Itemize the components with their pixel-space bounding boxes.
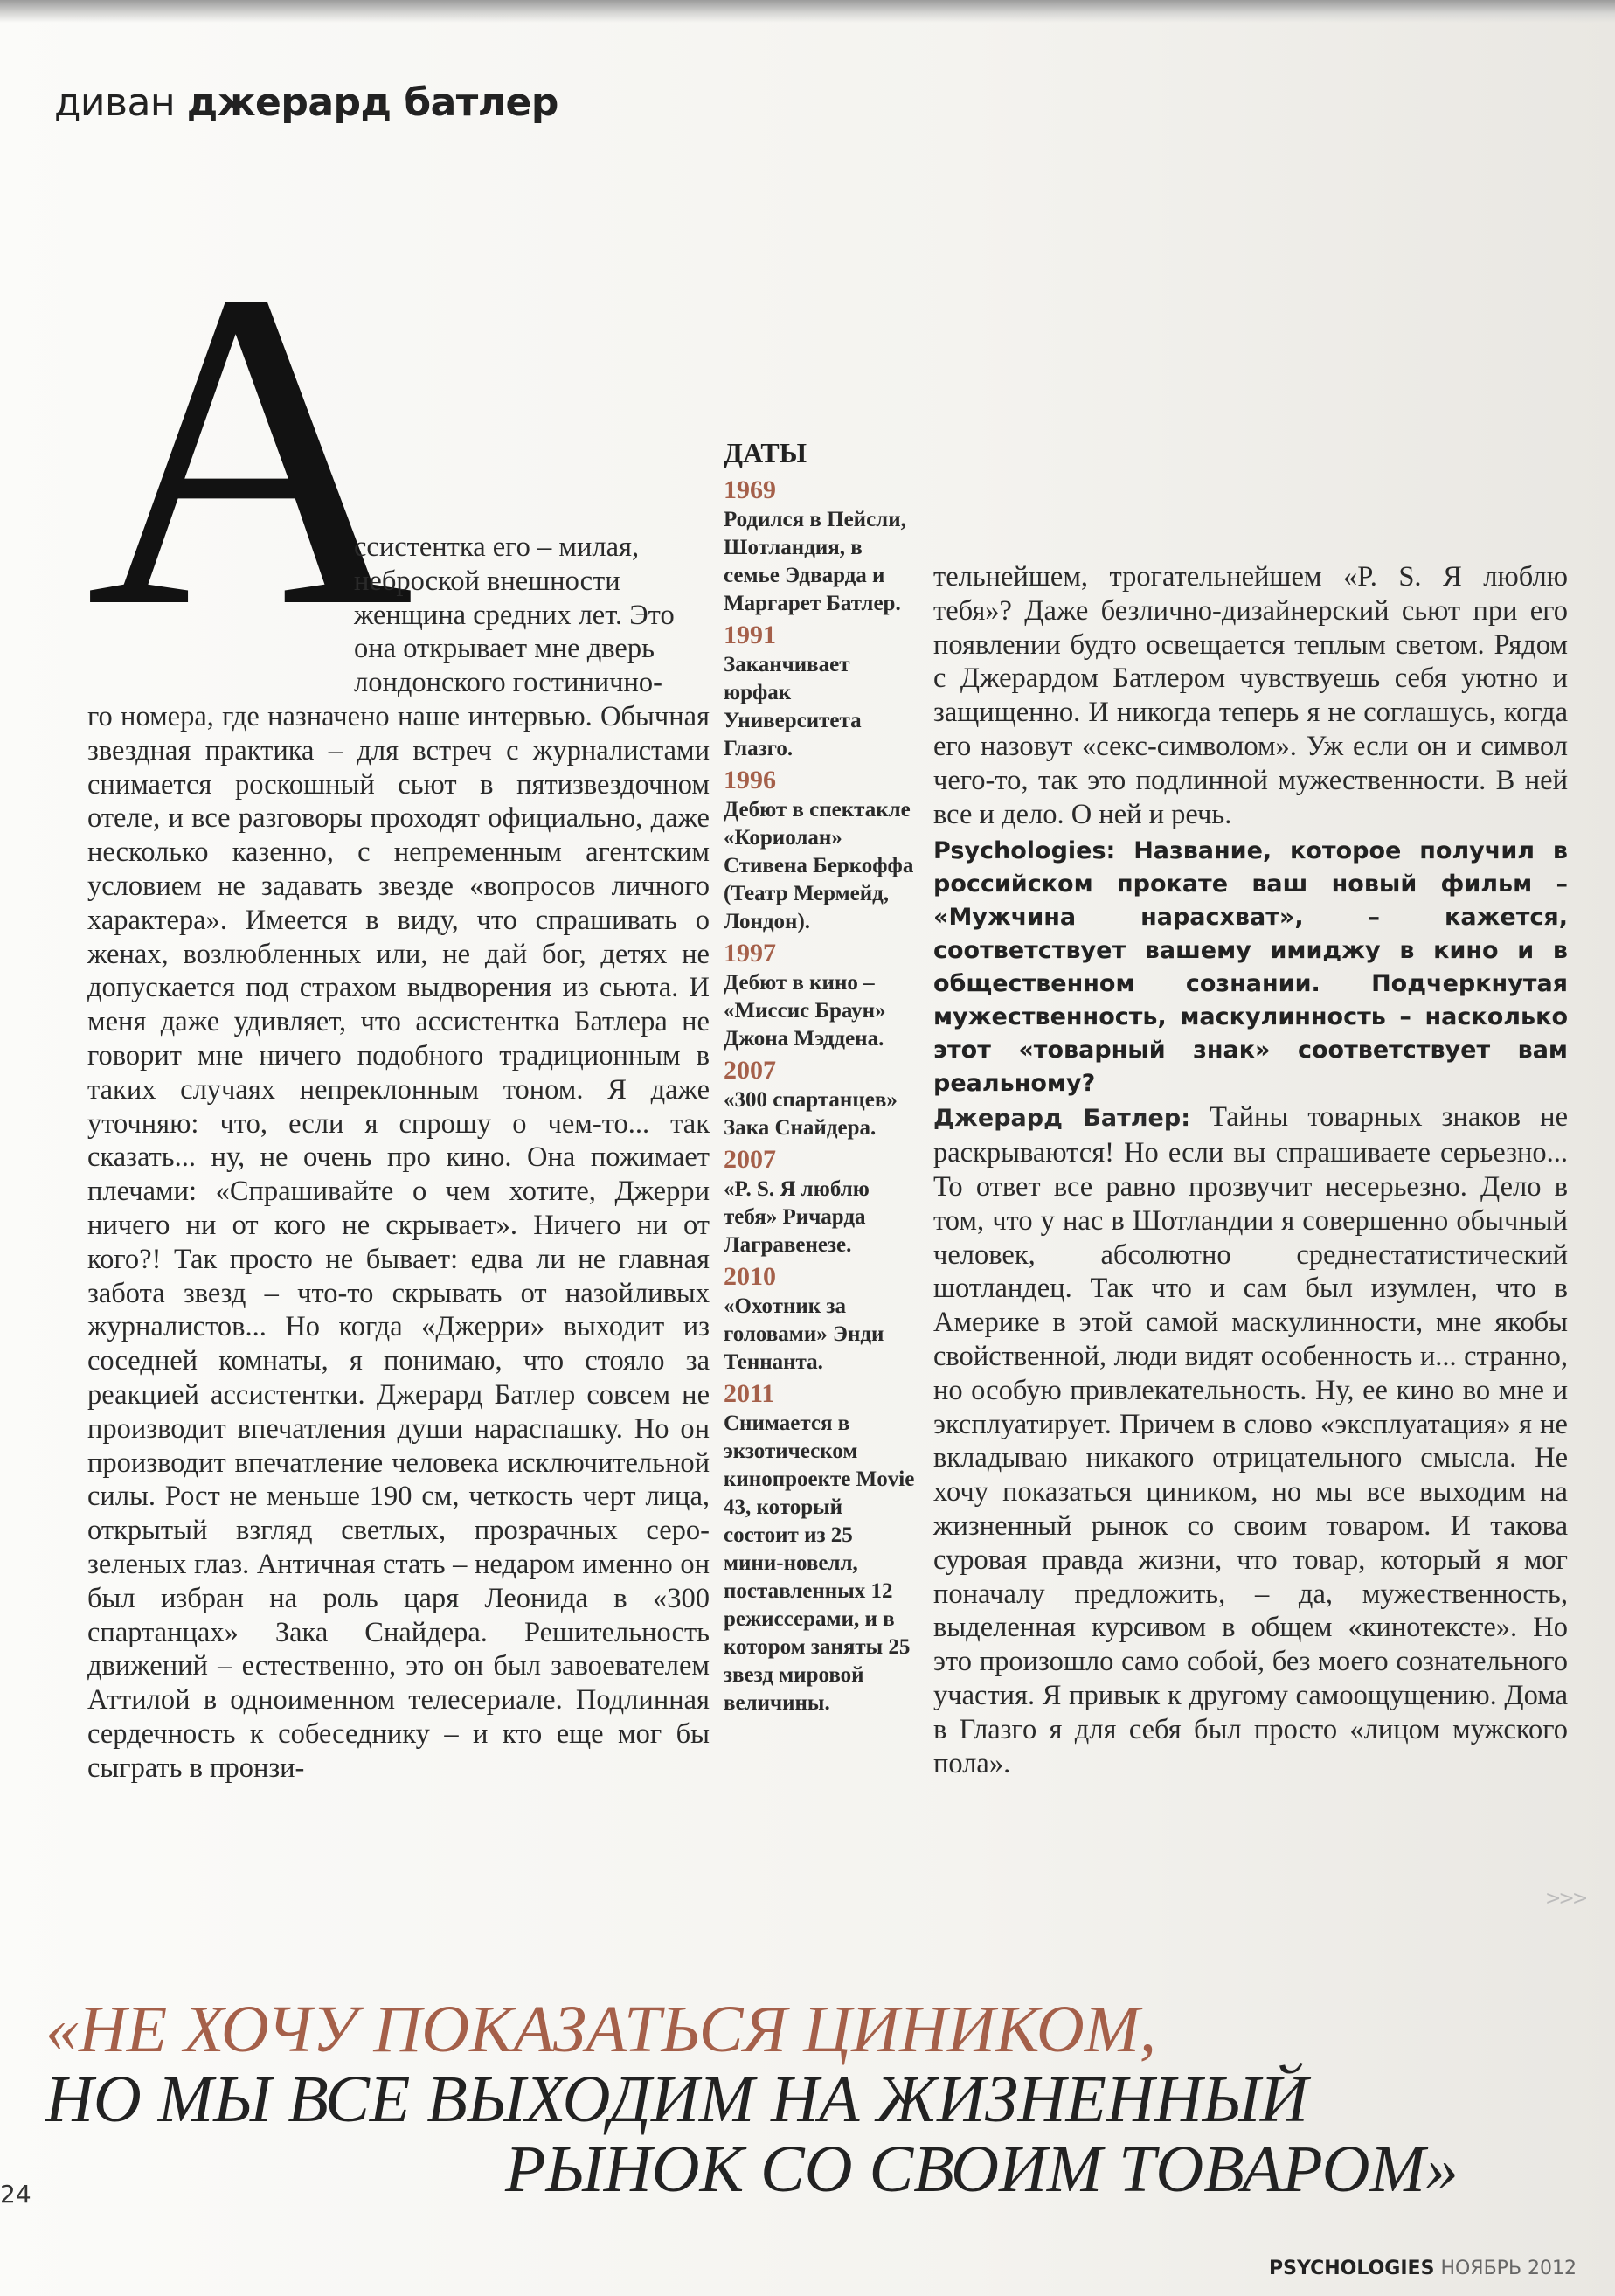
date-year: 1997 — [724, 939, 776, 968]
date-text: Снимается в экзотическом кинопроекте Movie 43, который состоит из 25 мини-новелл, поставленных 12 режиссерами, и в котором заняты 25 звезд мировой величины. — [724, 1412, 915, 1715]
dates-title: ДАТЫ — [724, 437, 808, 468]
date-year: 2010 — [724, 1262, 776, 1291]
section-header — [54, 80, 558, 125]
article-subject: джерард батлер — [186, 80, 558, 125]
date-text: «Охотник за головами» Энди Теннанта. — [724, 1294, 884, 1374]
date-year: 1996 — [724, 766, 776, 794]
pull-quote-line-3: РЫНОК СО СВОИМ ТОВАРОМ» — [505, 2133, 1459, 2206]
magazine-brand: PSYCHOLOGIES — [1269, 2258, 1435, 2279]
continue-marker: >>> — [1545, 1888, 1586, 1910]
issue-date: НОЯБРЬ 2012 — [1440, 2258, 1577, 2279]
date-entry — [724, 765, 916, 936]
pull-quote-line-2: НО МЫ ВСЕ ВЫХОДИМ НА ЖИЗНЕННЫЙ — [45, 2063, 1308, 2136]
opening-line: ссистентка его – милая, — [354, 531, 640, 563]
date-text: «300 спартанцев» Зака Снайдера. — [724, 1088, 898, 1140]
opening-line: женщина средних лет. Это — [354, 599, 675, 631]
article-column-left — [87, 700, 710, 1786]
answer-speaker: Джерард Батлер: — [933, 1105, 1190, 1133]
date-year: 2007 — [724, 1145, 776, 1174]
answer-text: Тайны товарных знаков не раскрываются! Но если вы спрашиваете серьезно... То ответ все равно прозвучит несерьезно. Дело в том, что у нас в Шотландии я совершенно обычный человек, абсолютно среднестатистический шотландец. Так что и сам был изумлен, что в Америке в этой самой маскулинности, мне якобы свойственной, люди видят особенность и... странно, но особую привлекательность. Ну, ее кино во мне и эксплуатирует. Причем в слово «эксплуатация» я не вкладываю никакого отрицательного смысла. Не хочу показаться циником, но мы все выходим на жизненный рынок со своим товаром. И такова суровая правда жизни, что товар, который я мог поначалу предложить, – да, мужественность, выделенная курсивом в общем «кинотексте». Но это произошло само собой, без моего сознательного участия. Я привык к другому самоощущению. Дома в Глазго я для себя был просто «лицом мужского пола». — [933, 1101, 1568, 1779]
scan-shadow — [0, 0, 1615, 23]
opening-line: неброской внешности — [354, 565, 620, 597]
interview-question: Psychologies: Название, которое получил в российском прокате ваш новый фильм – «Мужчина нарасхват», – кажется, соответствует вашему имиджу в кино и в общественном сознании. Подчеркнутая мужественность, маскулинность – насколько этот «товарный знак» соответствует вам реальному? — [933, 837, 1568, 1098]
date-entry — [724, 938, 916, 1053]
opening-line: она открывает мне дверь — [354, 633, 655, 665]
drop-cap-letter: А — [86, 198, 414, 701]
date-year: 2011 — [724, 1379, 775, 1408]
date-year: 1991 — [724, 621, 776, 649]
section-label: диван — [54, 80, 176, 125]
page-number: 24 — [0, 2180, 31, 2209]
date-entry — [724, 1261, 916, 1377]
date-text: Родился в Пейсли, Шотландия, в семье Эдварда и Маргарет Батлер. — [724, 508, 906, 615]
pull-quote-line-1: «НЕ ХОЧУ ПОКАЗАТЬСЯ ЦИНИКОМ, — [45, 1993, 1157, 2066]
opening-line: лондонского гостинично- — [354, 667, 662, 699]
interview-answer — [933, 1100, 1568, 1780]
date-text: Дебют в спектакле «Кориолан» Стивена Беркоффа (Театр Мермейд, Лондон). — [724, 798, 914, 933]
magazine-footer — [1269, 2258, 1577, 2279]
date-text: «P. S. Я люблю тебя» Ричарда Лагравенезе. — [724, 1177, 870, 1257]
dates-sidebar — [724, 437, 916, 1717]
article-column-right — [933, 560, 1568, 1780]
date-entry — [724, 1055, 916, 1142]
article-paragraph: го номера, где назначено наше интервью. Обычная звездная практика – для встреч с журналистами снимается роскошный сьют в пятизвездочном отеле, и все разговоры проходят официально, даже несколько казенно, с непременным агентским условием не задавать звезде «вопросов личного характера». Имеется в виду, что спрашивать о женах, возлюбленных или, не дай бог, детях не допускается под страхом выдворения из сьюта. И меня даже удивляет, что ассистентка Батлера не говорит мне ничего подобного традиционным в таких случаях непреклонным тоном. Я даже уточняю: что, если я спрошу о чем-то... так сказать... ну, не очень про кино. Она пожимает плечами: «Спрашивайте о чем хотите, Джерри ничего ни от кого не скрывает». Ничего ни от кого?! Так просто не бывает: едва ли не главная забота звезд – что-то скрывать от назойливых журналистов... Но когда «Джерри» выходит из соседней комнаты, я понимаю, что стояло за реакцией ассистентки. Джерард Батлер совсем не производит впечатления души нараспашку. Но он производит впечатление человека исключительной силы. Рост не меньше 190 см, четкость черт лица, открытый взгляд светлых, прозрачных серо-зеленых глаз. Античная стать – недаром именно он был избран на роль царя Леонида в «300 спартанцах» Зака Снайдера. Решительность движений – естественно, это он был завоевателем Аттилой в одноименном телесериале. Подлинная сердечность к собеседнику – и кто еще мог бы сыграть в пронзи- — [87, 701, 710, 1784]
date-entry — [724, 620, 916, 763]
date-text: Дебют в кино – «Миссис Браун» Джона Мэддена. — [724, 971, 886, 1051]
date-year: 1969 — [724, 475, 776, 504]
date-text: Заканчивает юрфак Университета Глазго. — [724, 653, 862, 760]
date-entry — [724, 1144, 916, 1259]
date-entry — [724, 1378, 916, 1717]
date-year: 2007 — [724, 1056, 776, 1085]
article-opening — [354, 531, 708, 700]
article-paragraph: тельнейшем, трогательнейшем «P. S. Я люблю тебя»? Даже безлично-дизайнерский сьют при его появлении будто освещается теплым светом. Рядом с Джерардом Батлером чувствуешь себя уютно и защищенно. И никогда теперь я не соглашусь, когда его назовут «секс-символом». Уж если он и символ чего-то, так это подлинной мужественности. В ней все и дело. О ней и речь. — [933, 561, 1568, 830]
date-entry — [724, 475, 916, 618]
